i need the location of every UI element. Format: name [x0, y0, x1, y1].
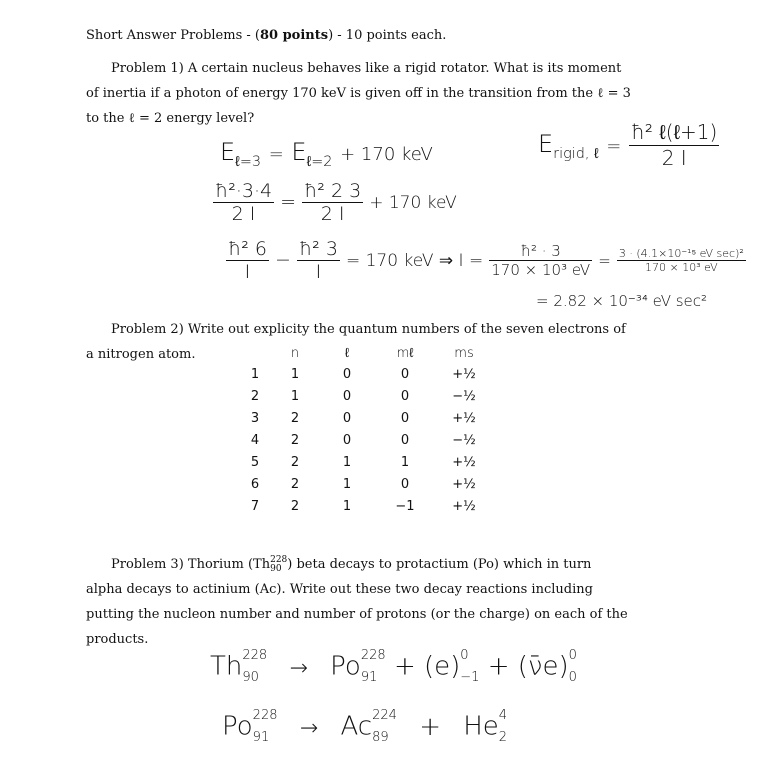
r1-po-charge: 91 — [360, 670, 378, 685]
r2-po-mass: 228 — [252, 708, 278, 723]
p1-eq3-num2: ħ² 3 — [298, 238, 338, 260]
cell: +½ — [452, 454, 476, 470]
problem3-line2: alpha decays to actinium (Ac). Write out these two decay reactions including — [86, 582, 593, 597]
cell: +½ — [452, 410, 476, 426]
r1-nu-mass: 0 — [568, 648, 577, 663]
alpha-decay-reaction — [222, 708, 507, 746]
cell: 2 — [290, 454, 300, 470]
p1-result: = 2.82 × 10⁻³⁴ eV sec² — [536, 292, 708, 310]
table-row — [238, 363, 494, 385]
cell: −½ — [452, 432, 476, 448]
r1-po-nums — [361, 648, 386, 686]
r1-nu-nums — [569, 648, 577, 686]
beta-decay-reaction — [210, 648, 577, 686]
r1-arrow: → — [289, 655, 308, 681]
p1-eq3-num1: ħ² 6 — [228, 238, 267, 260]
r1-thorium-charge: 90 — [242, 670, 259, 685]
cell: 2 — [290, 476, 300, 492]
cell: 2 — [290, 410, 300, 426]
header-points: 80 points — [259, 28, 329, 43]
r1-e-nums — [460, 648, 479, 686]
problem3-line1-a: Problem 3) Thorium (Th — [111, 557, 271, 572]
p1-rigid-den: 2 I — [629, 145, 719, 170]
cell: 1 — [250, 366, 260, 382]
cell: −1 — [395, 498, 415, 514]
r2-ac-nums — [372, 708, 397, 746]
p1-eq2-frac1 — [213, 180, 274, 225]
r1-antineutrino: (ν̄e) — [517, 651, 569, 682]
p1-eq2-den1: 2 I — [213, 202, 274, 225]
r2-helium: He — [463, 711, 499, 742]
p1-eq3-den2: I — [297, 260, 340, 283]
p1-eq2 — [213, 180, 457, 225]
p1-eq3-minus: − — [275, 249, 291, 271]
r1-e-charge: −1 — [460, 670, 480, 685]
section-header — [86, 23, 446, 48]
p1-eq3 — [226, 238, 746, 283]
p1-eq2-num1: ħ²·3·4 — [215, 180, 273, 202]
r1-plus2: + — [487, 651, 510, 682]
cell: −½ — [452, 388, 476, 404]
cell: 6 — [250, 476, 260, 492]
r2-he-nums — [499, 708, 507, 746]
r2-protactium: Po — [222, 711, 253, 742]
cell: 2 — [290, 432, 300, 448]
cell: 3 — [250, 410, 260, 426]
r2-ac-charge: 89 — [372, 730, 389, 745]
table-row — [238, 495, 494, 517]
problem1-line3: to the ℓ = 2 energy level? — [86, 111, 255, 126]
table-row — [238, 385, 494, 407]
p1-eq3-den1: I — [226, 260, 269, 283]
header-tail: ) - 10 points each. — [328, 28, 447, 43]
p1-rigid-num: ħ² ℓ(ℓ+1) — [631, 120, 718, 144]
cell: 5 — [250, 454, 260, 470]
cell: 0 — [400, 432, 410, 448]
p1-eq3-frac3 — [489, 242, 592, 279]
p1-eq1-right: E — [291, 138, 307, 166]
p1-eq3-den4: 170 × 10³ eV — [617, 260, 746, 274]
cell: 0 — [400, 366, 410, 382]
r2-he-charge: 2 — [498, 730, 508, 745]
r1-plus1: + — [393, 651, 416, 682]
problem3-line3: putting the nucleon number and number of protons (or the charge) on each of the — [86, 607, 628, 622]
p1-rigid-eq: = — [606, 136, 622, 157]
cell: 4 — [250, 432, 260, 448]
quantum-numbers-table — [238, 343, 494, 517]
p1-rigid-rotor-formula — [538, 120, 719, 170]
problem3-line1-b: ) beta decays to protactium (Po) which in turn — [287, 557, 592, 572]
r1-nu-charge: 0 — [568, 670, 577, 685]
p1-rigid-left: E — [538, 130, 554, 158]
table-row — [238, 429, 494, 451]
p1-eq3-num4: 3 · (4.1×10⁻¹⁵ eV sec)² — [618, 247, 744, 260]
cell: 0 — [400, 388, 410, 404]
cell: 1 — [290, 366, 300, 382]
r1-electron: (e) — [424, 651, 461, 682]
col-ms: ms — [454, 345, 474, 361]
table-row — [238, 473, 494, 495]
r2-arrow: → — [299, 715, 319, 741]
p1-eq1-plus: + 170 keV — [340, 144, 433, 165]
p1-eq1-eq: = — [268, 144, 284, 165]
p1-eq3-frac4 — [617, 247, 746, 274]
p1-rigid-frac — [629, 120, 719, 170]
col-electron — [238, 343, 272, 363]
p1-eq2-plus: + 170 keV — [369, 193, 457, 213]
p1-eq3-den3: 170 × 10³ eV — [491, 261, 591, 279]
r2-po-charge: 91 — [252, 730, 270, 745]
cell: 1 — [342, 476, 352, 492]
col-l: ℓ — [344, 346, 350, 361]
table-header-row — [238, 343, 494, 363]
cell: 2 — [290, 498, 300, 514]
problem1-line1: Problem 1) A certain nucleus behaves like a rigid rotator. What is its moment — [111, 61, 622, 76]
cell: 0 — [342, 410, 352, 426]
thorium-inline-isotope — [270, 556, 287, 574]
col-n: n — [290, 345, 300, 361]
r1-protactium: Po — [330, 651, 361, 682]
r2-he-mass: 4 — [498, 708, 508, 723]
header-lead: Short Answer Problems - ( — [86, 28, 260, 43]
r1-thorium-mass: 228 — [242, 648, 268, 663]
p1-eq2-frac2 — [302, 180, 363, 225]
cell: 0 — [400, 476, 410, 492]
problem3-line4: products. — [86, 632, 149, 647]
cell: 1 — [400, 454, 410, 470]
p1-eq3-num3: ħ² · 3 — [520, 242, 561, 260]
cell: +½ — [452, 498, 476, 514]
p1-eq1-left: E — [220, 138, 236, 166]
r1-po-mass: 228 — [360, 648, 386, 663]
p1-eq3-frac2 — [297, 238, 340, 283]
r2-po-nums — [253, 708, 278, 746]
cell: 0 — [342, 388, 352, 404]
p1-eq1 — [220, 138, 433, 170]
cell: 0 — [342, 366, 352, 382]
r1-e-mass: 0 — [460, 648, 469, 663]
cell: 0 — [400, 410, 410, 426]
cell: +½ — [452, 476, 476, 492]
p1-eq2-eq: = — [280, 191, 297, 213]
p1-eq2-num2: ħ² 2 3 — [304, 180, 362, 202]
p1-eq1-left-sub: ℓ=3 — [235, 153, 262, 170]
col-ml: mℓ — [396, 346, 414, 361]
problem3-line1 — [111, 552, 591, 577]
p1-eq3-eq: = 170 keV ⇒ I = — [345, 251, 484, 271]
p1-eq3-eq2: = — [598, 252, 611, 270]
problem1-line2: of inertia if a photon of energy 170 keV is given off in the transition from the ℓ = 3 — [86, 86, 631, 101]
p1-eq2-den2: 2 I — [302, 202, 363, 225]
cell: 1 — [290, 388, 300, 404]
r1-thorium-nums — [242, 648, 267, 686]
cell: +½ — [452, 366, 476, 382]
p1-rigid-sub: rigid, ℓ — [553, 145, 599, 162]
r1-thorium: Th — [210, 651, 243, 682]
cell: 2 — [250, 388, 260, 404]
cell: 1 — [342, 454, 352, 470]
table-row — [238, 407, 494, 429]
thorium-inline-charge: 90 — [270, 563, 282, 574]
problem2-line2: a nitrogen atom. — [86, 347, 196, 362]
thorium-inline-mass: 228 — [270, 554, 288, 565]
cell: 0 — [342, 432, 352, 448]
r2-actinium: Ac — [340, 711, 373, 742]
table-row — [238, 451, 494, 473]
p1-eq1-right-sub: ℓ=2 — [306, 153, 333, 170]
r2-ac-mass: 224 — [372, 708, 397, 723]
p1-eq3-frac1 — [226, 238, 269, 283]
r2-plus: + — [419, 711, 441, 742]
problem2-line1: Problem 2) Write out explicity the quantum numbers of the seven electrons of — [111, 322, 626, 337]
cell: 1 — [342, 498, 352, 514]
cell: 7 — [250, 498, 260, 514]
